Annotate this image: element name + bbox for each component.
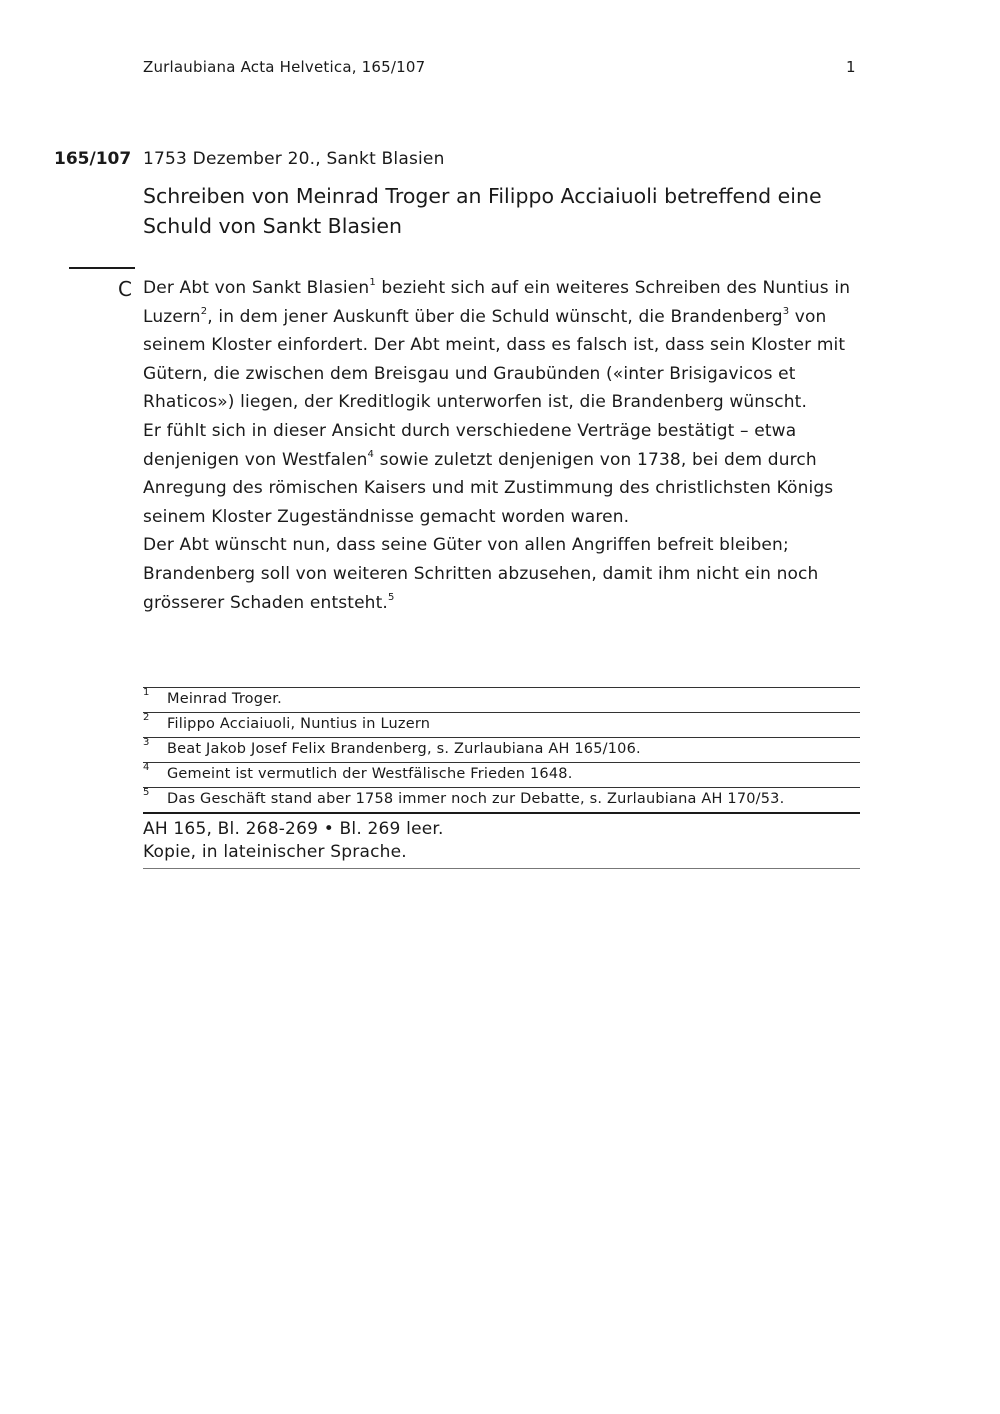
footnote — [143, 713, 860, 738]
source-signature: AH 165, Bl. 268-269 • Bl. 269 leer. — [143, 819, 444, 839]
document-date-place: 1753 Dezember 20., Sankt Blasien — [143, 149, 445, 169]
text-span: bezieht sich auf ein weiteres Schreiben des Nuntius in Luzern — [143, 278, 851, 327]
footnote-ref[interactable]: 2 — [200, 305, 208, 317]
text-span: Der Abt wünscht nun, dass seine Güter von allen Angriffen befreit bleiben; Brandenberg soll von weiteren Schritten abzusehen, damit ihm nicht ein noch grösserer Schaden entsteht. — [143, 535, 819, 613]
footnote-text: Das Geschäft stand aber 1758 immer noch zur Debatte, s. Zurlaubiana AH 170/53. — [167, 791, 785, 807]
footnote-text: Meinrad Troger. — [167, 691, 282, 707]
footnote-text: Gemeint ist vermutlich der Westfälische Frieden 1648. — [167, 766, 573, 782]
footnote-number: 3 — [143, 737, 150, 748]
footnote-ref[interactable]: 5 — [387, 591, 395, 603]
footnote — [143, 738, 860, 763]
running-head: Zurlaubiana Acta Helvetica, 165/107 — [143, 58, 426, 76]
source-description: Kopie, in lateinischer Sprache. — [143, 842, 407, 862]
footnote — [143, 788, 860, 814]
document-number: 165/107 — [54, 149, 132, 169]
regest-body — [143, 274, 863, 617]
text-span: von seinem Kloster einfordert. Der Abt meint, dass es falsch ist, dass sein Kloster mit Gütern, die zwischen dem Breisgau und Graubünden («inter Brisigavicos et Rhaticos») liegen, der Kreditlogik unterworfen ist, die Brandenberg wünscht. — [143, 306, 846, 413]
text-span: Er fühlt sich in dieser Ansicht durch verschiedene Verträge bestätigt – etwa denjenigen von Westfalen — [143, 420, 797, 470]
footnote — [143, 688, 860, 713]
text-span: , in dem jener Auskunft über die Schuld wünscht, die Brandenberg — [207, 306, 783, 327]
footnote — [143, 763, 860, 788]
margin-marker-letter: C — [118, 277, 132, 301]
footnotes-list — [143, 687, 860, 814]
footnote-ref[interactable]: 1 — [369, 277, 376, 289]
footnote-ref[interactable]: 3 — [782, 305, 790, 317]
footnote-text: Filippo Acciaiuoli, Nuntius in Luzern — [167, 716, 431, 732]
footnote-ref[interactable]: 4 — [367, 448, 375, 460]
document-title: Schreiben von Meinrad Troger an Filippo Acciaiuoli betreffend eine Schuld von Sankt Blasien — [143, 184, 822, 238]
source-note — [143, 818, 860, 869]
text-span: Der Abt von Sankt Blasien — [143, 278, 370, 298]
footnote-number: 5 — [143, 787, 150, 798]
paragraph-3 — [143, 531, 863, 617]
footnote-text: Beat Jakob Josef Felix Brandenberg, s. Zurlaubiana AH 165/106. — [167, 741, 641, 757]
footnote-number: 4 — [143, 762, 150, 773]
paragraph-1 — [143, 274, 863, 417]
text-span: sowie zuletzt denjenigen von 1738, bei dem durch Anregung des römischen Kaisers und mit Zustimmung des christlichsten Königs seinem Kloster Zugeständnisse gemacht worden waren. — [143, 449, 834, 527]
paragraph-2 — [143, 417, 863, 531]
margin-rule — [69, 267, 135, 269]
footnote-number: 2 — [143, 712, 150, 723]
page-number: 1 — [846, 58, 856, 76]
footnote-number: 1 — [143, 687, 150, 698]
